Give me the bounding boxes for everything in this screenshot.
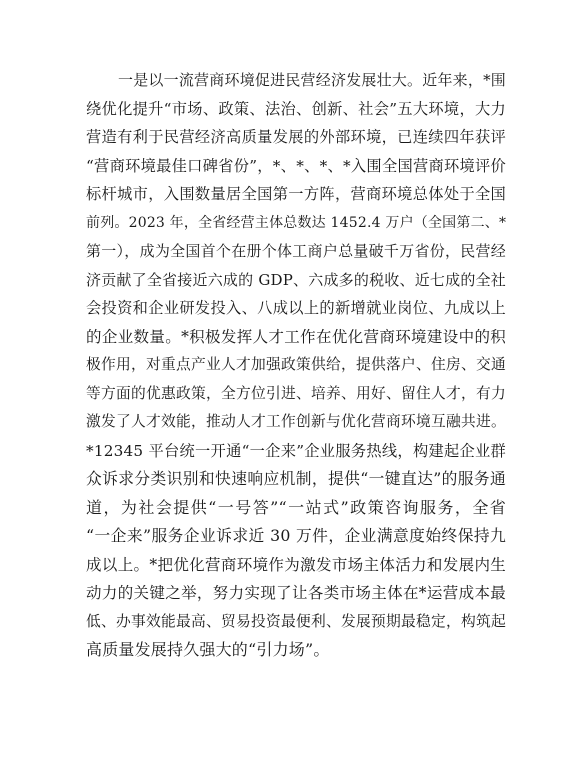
paragraph-line: *12345 平台统一开通“一企来”企业服务热线，构建起企业群 [86, 441, 506, 460]
paragraph-line: “营商环境最佳口碑省份”，*、*、*、*入围全国营商环境评价 [86, 156, 506, 175]
paragraph-line: 的企业数量。*积极发挥人才工作在优化营商环境建设中的积 [86, 327, 506, 346]
paragraph-line: 成以上。*把优化营商环境作为激发市场主体活力和发展内生 [86, 555, 506, 574]
paragraph-line: 标杆城市，入围数量居全国第一方阵，营商环境总体处于全国 [86, 185, 506, 203]
paragraph-line: 前列。2023 年，全省经营主体总数达 1452.4 万户（全国第二、* [86, 214, 507, 231]
paragraph-line: 第一），成为全国首个在册个体工商户总量破千万省份，民营经 [86, 242, 506, 260]
paragraph-line: 激发了人才效能，推动人才工作创新与优化营商环境互融共进。 [86, 413, 506, 430]
body-paragraph [86, 66, 506, 665]
paragraph-line: 动力的关键之举，努力实现了让各类市场主体在*运营成本最 [86, 584, 506, 602]
paragraph-line: 绕优化提升“市场、政策、法治、创新、社会”五大环境，大力 [86, 99, 506, 118]
paragraph-line: “一企来”服务企业诉求近 30 万件，企业满意度始终保持九 [86, 526, 506, 545]
paragraph-line: 低、办事效能最高、贸易投资最便利、发展预期最稳定，构筑起 [86, 612, 506, 630]
paragraph-line: 济贡献了全省接近六成的 GDP、六成多的税收、近七成的全社 [86, 270, 506, 289]
paragraph-line: 高质量发展持久强大的“引力场”。 [86, 640, 330, 659]
paragraph-line: 道，为社会提供“一号答”“一站式”政策咨询服务，全省 [86, 497, 506, 517]
paragraph-line: 等方面的优惠政策，全方位引进、培养、用好、留住人才，有力 [86, 384, 506, 402]
paragraph-line: 一是以一流营商环境促进民营经济发展壮大。近年来，*围 [118, 71, 506, 89]
paragraph-line: 众诉求分类识别和快速响应机制，提供“一键直达”的服务通 [86, 469, 506, 488]
paragraph-line: 营造有利于民营经济高质量发展的外部环境，已连续四年获评 [86, 128, 506, 146]
paragraph-line: 极作用，对重点产业人才加强政策供给，提供落户、住房、交通 [86, 356, 506, 373]
paragraph-line: 会投资和企业研发投入、八成以上的新增就业岗位、九成以上 [86, 299, 506, 317]
